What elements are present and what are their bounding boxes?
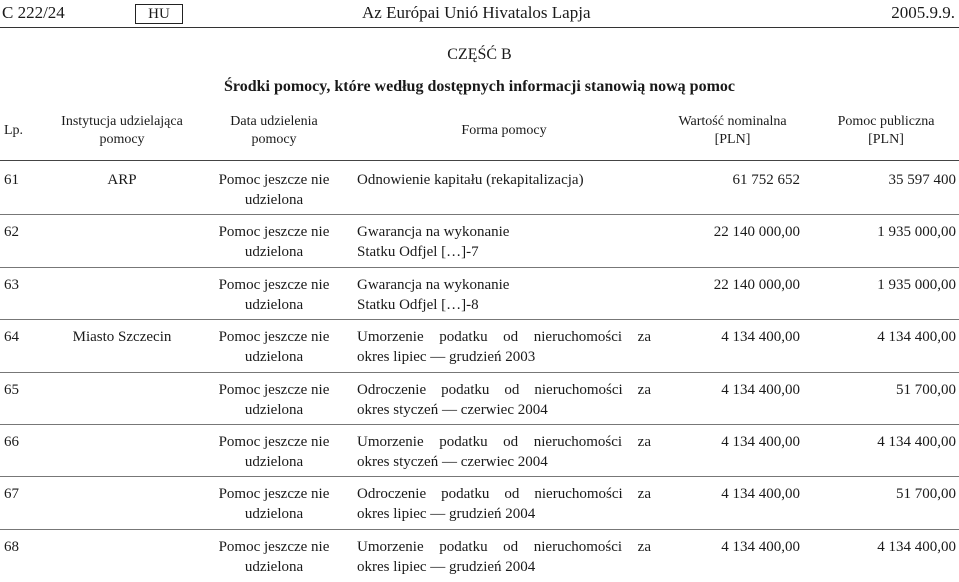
nominal-value: 4 134 400,00: [721, 382, 800, 398]
public-aid-value: 4 134 400,00: [877, 434, 956, 450]
grant-date: Pomoc jeszcze nie udzielona: [218, 539, 330, 575]
public-aid-value: 51 700,00: [896, 486, 956, 502]
column-header-lp: Lp.: [4, 123, 24, 138]
row-number: 64: [4, 329, 19, 345]
column-header-public-aid: Pomoc publiczna [PLN]: [837, 114, 935, 147]
aid-form: Odnowienie kapitału (rekapitalizacja): [357, 172, 584, 188]
aid-form: Umorzenie podatku od nieruchomości za okres lipiec — grudzień 2003: [357, 329, 651, 365]
row-divider: [0, 529, 959, 530]
nominal-value: 22 140 000,00: [713, 277, 800, 293]
row-number: 68: [4, 539, 19, 555]
row-number: 66: [4, 434, 19, 450]
row-number: 63: [4, 277, 19, 293]
page-reference: C 222/24: [2, 3, 65, 22]
row-divider: [0, 267, 959, 268]
public-aid-value: 35 597 400: [888, 172, 956, 188]
row-number: 65: [4, 382, 19, 398]
grant-date: Pomoc jeszcze nie udzielona: [218, 277, 330, 313]
row-number: 67: [4, 486, 19, 502]
nominal-value: 61 752 652: [732, 172, 800, 188]
public-aid-value: 4 134 400,00: [877, 539, 956, 555]
public-aid-value: 4 134 400,00: [877, 329, 956, 345]
nominal-value: 4 134 400,00: [721, 486, 800, 502]
language-code-box: HU: [135, 4, 183, 24]
column-header-nominal-value: Wartość nominalna [PLN]: [678, 114, 787, 147]
part-label: CZĘŚĆ B: [447, 46, 512, 63]
section-title: Środki pomocy, które według dostępnych informacji stanowią nową pomoc: [224, 78, 735, 95]
public-aid-value: 51 700,00: [896, 382, 956, 398]
nominal-value: 4 134 400,00: [721, 329, 800, 345]
column-header-institution: Instytucja udzielająca pomocy: [61, 114, 183, 147]
aid-form: Odroczenie podatku od nieruchomości za okres styczeń — czerwiec 2004: [357, 382, 651, 418]
aid-form: Umorzenie podatku od nieruchomości za okres lipiec — grudzień 2004: [357, 539, 651, 575]
grant-date: Pomoc jeszcze nie udzielona: [218, 486, 330, 522]
granting-institution: Miasto Szczecin: [72, 329, 172, 345]
journal-title: Az Európai Unió Hivatalos Lapja: [362, 3, 591, 22]
nominal-value: 22 140 000,00: [713, 224, 800, 240]
running-header: [0, 0, 959, 28]
grant-date: Pomoc jeszcze nie udzielona: [218, 329, 330, 365]
row-divider: [0, 424, 959, 425]
nominal-value: 4 134 400,00: [721, 539, 800, 555]
table-header-rule: [0, 160, 959, 161]
row-divider: [0, 372, 959, 373]
nominal-value: 4 134 400,00: [721, 434, 800, 450]
aid-form: Gwarancja na wykonanie Statku Odfjel […]-8: [357, 277, 510, 313]
aid-form: Odroczenie podatku od nieruchomości za okres lipiec — grudzień 2004: [357, 486, 651, 522]
public-aid-value: 1 935 000,00: [877, 277, 956, 293]
granting-institution: ARP: [107, 172, 137, 188]
row-divider: [0, 319, 959, 320]
aid-form: Gwarancja na wykonanie Statku Odfjel […]-7: [357, 224, 510, 260]
grant-date: Pomoc jeszcze nie udzielona: [218, 224, 330, 260]
row-number: 62: [4, 224, 19, 240]
row-number: 61: [4, 172, 19, 188]
row-divider: [0, 214, 959, 215]
grant-date: Pomoc jeszcze nie udzielona: [218, 172, 330, 208]
publication-date: 2005.9.9.: [891, 3, 955, 22]
public-aid-value: 1 935 000,00: [877, 224, 956, 240]
column-header-form: Forma pomocy: [461, 123, 547, 138]
row-divider: [0, 476, 959, 477]
grant-date: Pomoc jeszcze nie udzielona: [218, 382, 330, 418]
column-header-date: Data udzielenia pomocy: [230, 114, 318, 147]
aid-form: Umorzenie podatku od nieruchomości za okres styczeń — czerwiec 2004: [357, 434, 651, 470]
header-rule: [0, 27, 959, 28]
grant-date: Pomoc jeszcze nie udzielona: [218, 434, 330, 470]
